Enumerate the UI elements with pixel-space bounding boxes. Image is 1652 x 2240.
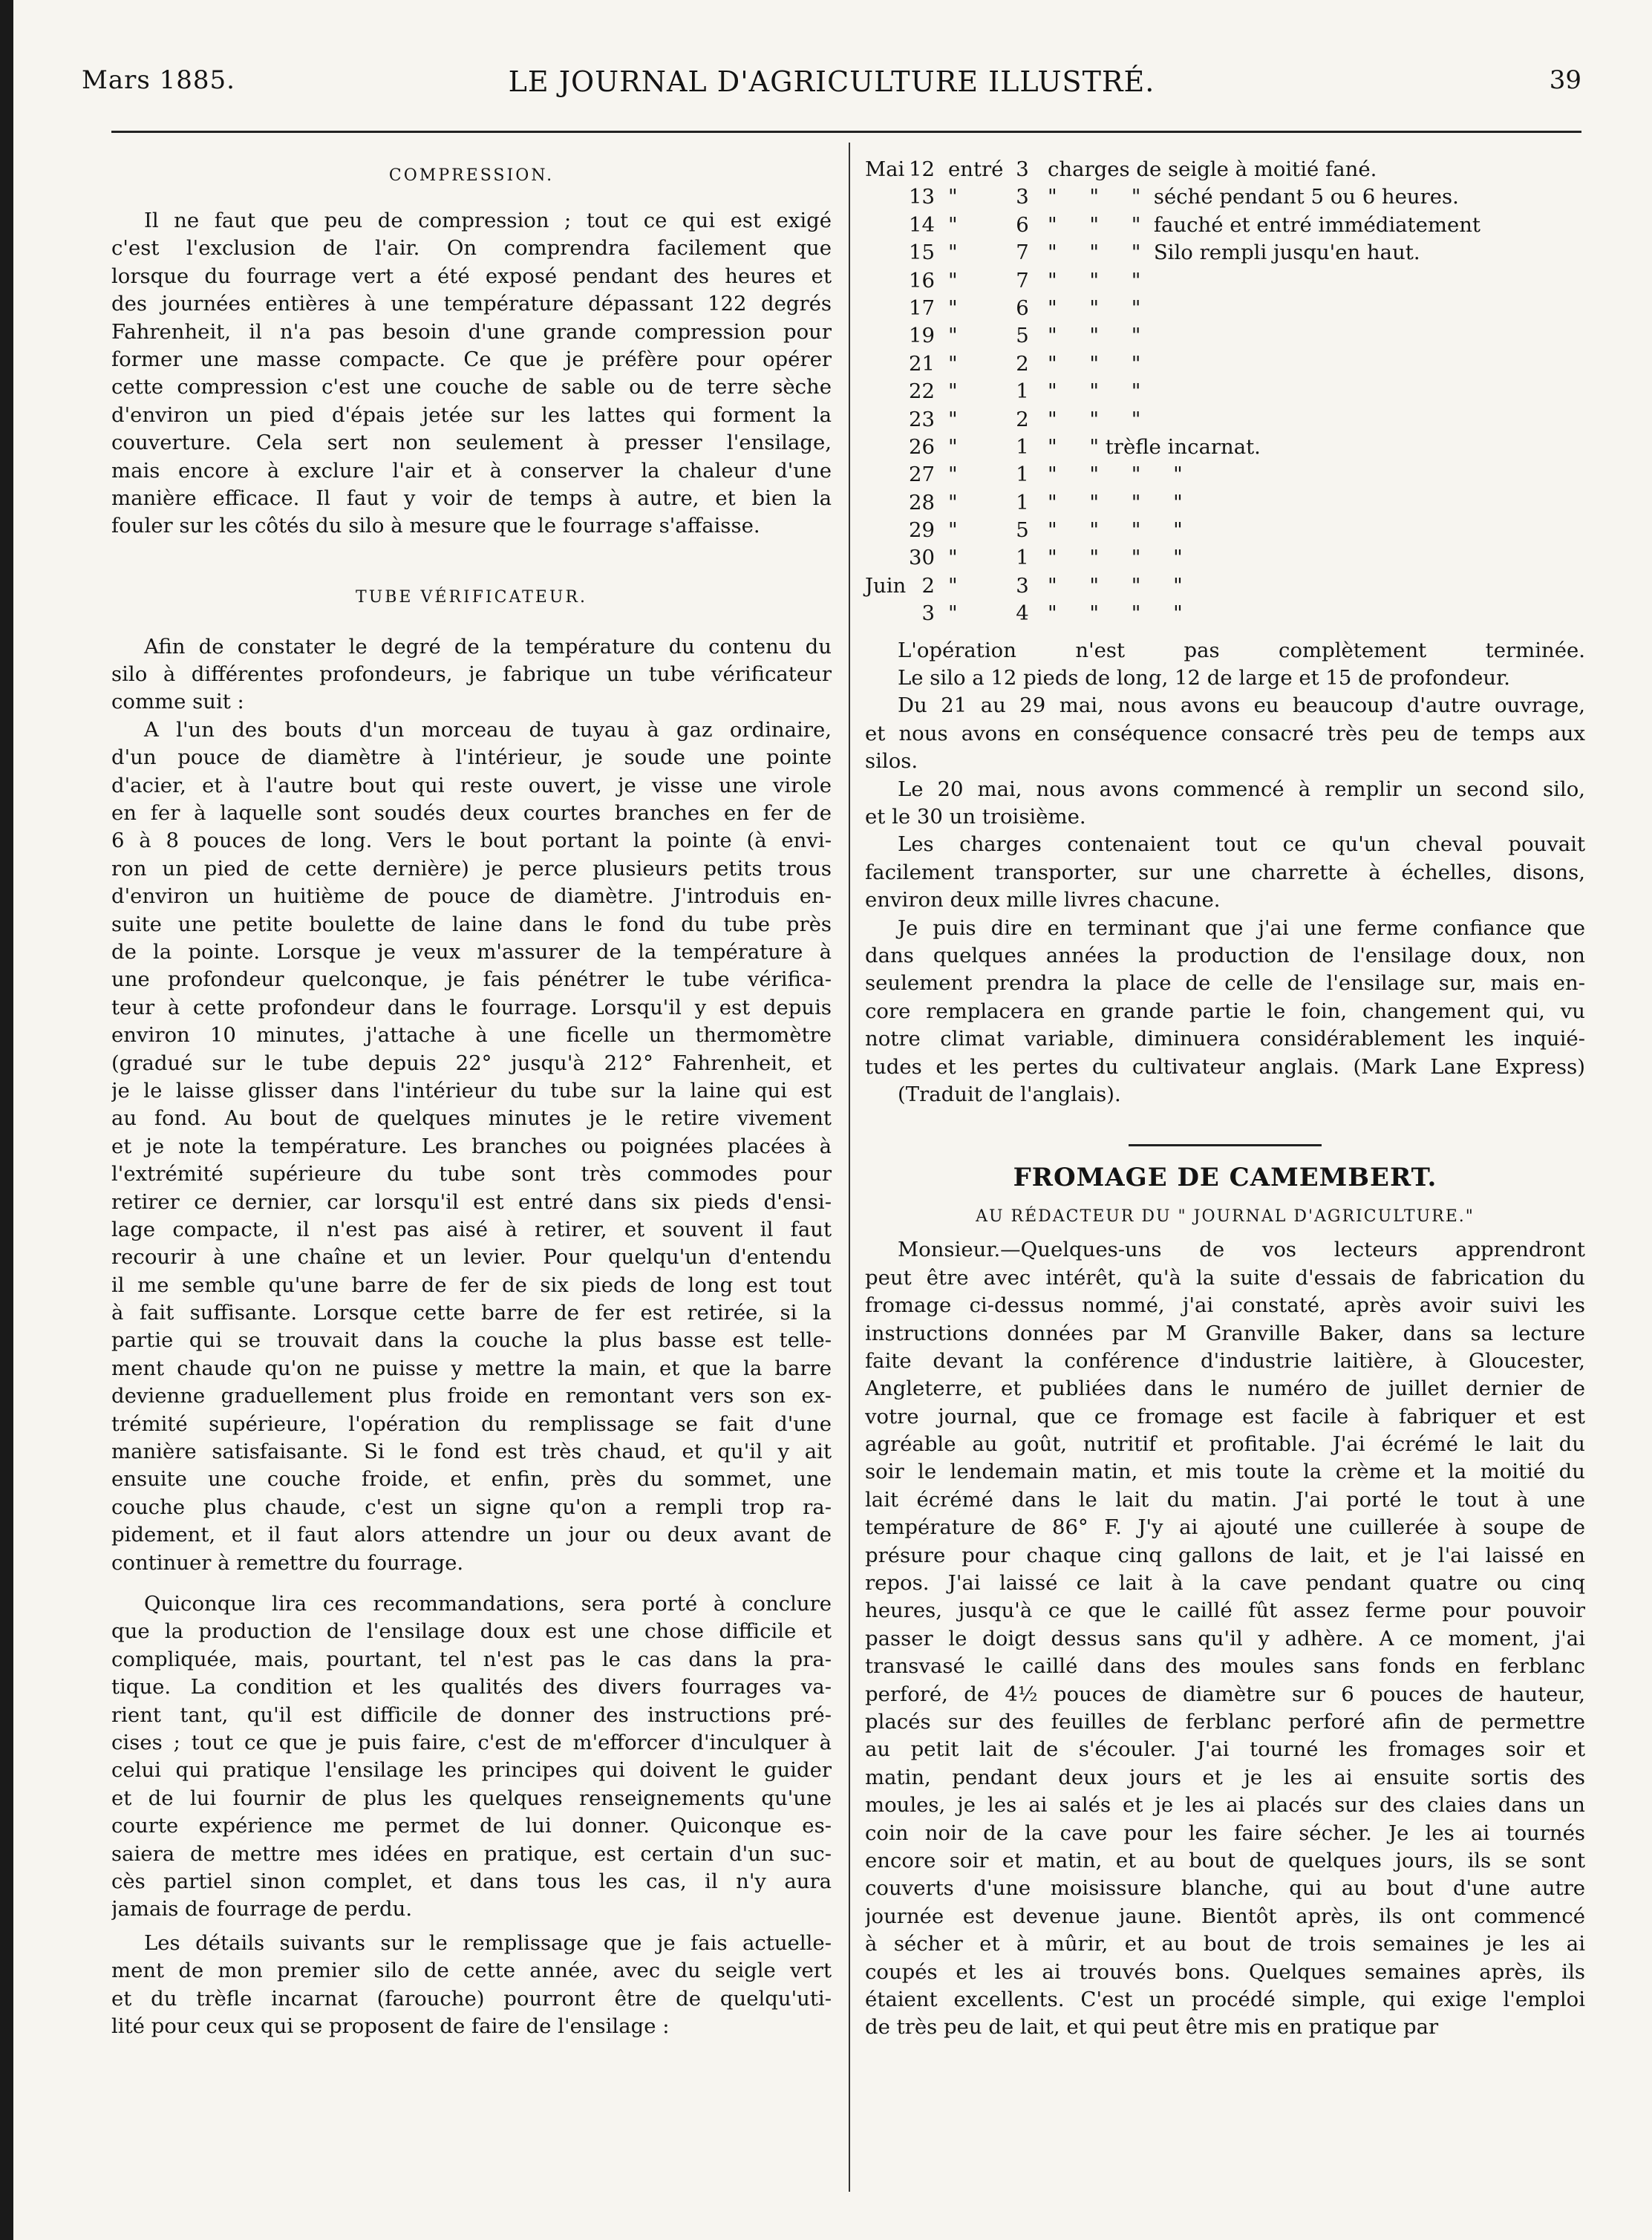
text-line: matin, pendant deux jours et je les ai ensuite sortis des [865, 1765, 1585, 1789]
schedule-row [865, 322, 1585, 350]
text-line: courte expérience me permet de lui donner. Quiconque es- [111, 1814, 832, 1838]
issue-date: Mars 1885. [82, 65, 235, 95]
schedule-description: " " " [1048, 379, 1141, 404]
schedule-charges: 7 [1016, 241, 1029, 265]
compression-heading: COMPRESSION. [388, 166, 555, 185]
schedule-day: 30 [909, 546, 935, 570]
text-line: Le 20 mai, nous avons commencé à remplir un second silo, [898, 777, 1585, 801]
text-line: lait écrémé dans le lait du matin. J'ai porté le tout à une [865, 1487, 1585, 1512]
text-line: d'environ un pied d'épais jetée sur les lattes qui forment la [111, 402, 832, 427]
text-line: des journées entières à une température dépassant 122 degrés [111, 292, 832, 316]
text-line: peut être avec intérêt, qu'à la suite d'essais de fabrication du [865, 1265, 1585, 1290]
schedule-entre: " [948, 463, 958, 487]
paragraph-charges [865, 831, 1585, 914]
schedule-charges: 5 [1016, 518, 1029, 543]
text-line: recourir à une chaîne et un levier. Pour quelqu'un d'entendu [111, 1245, 832, 1270]
text-line: à sécher et à mûrir, et au bout de trois semaines je les ai [865, 1932, 1585, 1956]
schedule-entre: " [948, 268, 958, 293]
schedule-day: 3 [921, 601, 935, 626]
column-divider [849, 143, 850, 2192]
text-line: (Traduit de l'anglais). [898, 1082, 1121, 1106]
text-line: présure pour chaque cinq gallons de lait, et je l'ai laissé en [865, 1543, 1585, 1567]
schedule-entre: entré [948, 157, 1004, 181]
schedule-row [865, 572, 1585, 600]
schedule-day: 14 [909, 212, 935, 237]
tube-paragraph-3 [111, 1590, 832, 1924]
schedule-notes [865, 637, 1585, 693]
schedule-row [865, 434, 1585, 461]
text-line: transvasé le caillé dans des moules sans fonds en ferblanc [865, 1654, 1585, 1679]
schedule-day: 17 [909, 295, 935, 320]
schedule-description: " " " séché pendant 5 ou 6 heures. [1048, 185, 1459, 209]
paragraph-work [865, 692, 1585, 775]
right-column [865, 143, 1585, 2042]
schedule-description: " " " " [1048, 546, 1183, 570]
schedule-row [865, 212, 1585, 239]
text-line: teur à cette profondeur dans le fourrage. Lorsqu'il y est depuis [111, 995, 832, 1019]
schedule-description: charges de seigle à moitié fané. [1048, 157, 1377, 181]
schedule-day: 22 [909, 379, 935, 404]
text-line: Monsieur.—Quelques-uns de vos lecteurs apprendront [898, 1238, 1585, 1262]
text-line: Le silo a 12 pieds de long, 12 de large et 15 de profondeur. [898, 666, 1510, 690]
text-line: lage compacte, il n'est pas aisé à retirer, et souvent il faut [111, 1217, 832, 1241]
schedule-entre: " [948, 212, 958, 237]
tube-paragraph-4 [111, 1930, 832, 2041]
filling-schedule [865, 156, 1585, 628]
text-line: en fer à laquelle sont soudés deux courtes branches en fer de [111, 801, 832, 826]
schedule-day: 21 [909, 351, 935, 376]
text-line: placés sur des feuilles de ferblanc perforé afin de permettre [865, 1710, 1585, 1734]
schedule-day: 28 [909, 490, 935, 515]
text-line: à fait suffisante. Lorsque cette barre de fer est retirée, si la [111, 1301, 832, 1325]
text-line: l'extrémité supérieure du tube sont très commodes pour [111, 1162, 832, 1186]
paragraph-conclusion [865, 915, 1585, 1109]
text-line: de très peu de lait, et qui peut être mis en pratique par [865, 2015, 1439, 2040]
schedule-row [865, 156, 1585, 183]
schedule-description: " " " [1048, 407, 1141, 431]
text-line: d'acier, et à l'autre bout qui reste ouvert, je visse une virole [111, 773, 832, 797]
schedule-row [865, 461, 1585, 489]
text-line: Il ne faut que peu de compression ; tout ce qui est exigé [144, 209, 832, 232]
schedule-row [865, 406, 1585, 434]
schedule-charges: 2 [1016, 351, 1029, 376]
text-line: Les charges contenaient tout ce qu'un cheval pouvait [898, 832, 1585, 857]
text-line: ron un pied de cette dernière) je perce plusieurs petits trous [111, 856, 832, 881]
text-line: repos. J'ai laissé ce lait à la cave pendant quatre ou cinq [865, 1571, 1585, 1596]
schedule-description: " " " " [1048, 463, 1183, 487]
fromage-letter [865, 1236, 1585, 2041]
schedule-month: Mai [865, 157, 905, 181]
text-line: devienne graduellement plus froide en remontant vers son ex- [111, 1384, 832, 1408]
text-line: trémité supérieure, l'opération du remplissage se fait d'une [111, 1411, 832, 1436]
schedule-entre: " [948, 434, 958, 459]
schedule-charges: 1 [1016, 546, 1029, 570]
text-line: ensuite une couche froide, et enfin, près du sommet, une [111, 1467, 832, 1492]
text-line: partie qui se trouvait dans la couche la plus basse est telle- [111, 1328, 832, 1353]
text-line: A l'un des bouts d'un morceau de tuyau à gaz ordinaire, [144, 717, 832, 742]
schedule-entre: " [948, 241, 958, 265]
text-line: (gradué sur le tube depuis 22° jusqu'à 212° Fahrenheit, et [111, 1051, 832, 1075]
text-line: de la pointe. Lorsque je veux m'assurer de la température à [111, 940, 832, 964]
text-line: suite une petite boulette de laine dans le fond du tube près [111, 912, 832, 936]
text-line: silos. [865, 749, 918, 774]
text-line: instructions données par M Granville Baker, dans sa lecture [865, 1321, 1585, 1345]
text-line: d'environ un huitième de pouce de diamètre. J'introduis en- [111, 884, 832, 909]
text-line: Du 21 au 29 mai, nous avons eu beaucoup d'autre ouvrage, [898, 693, 1585, 718]
text-line: couverts d'une moisissure blanche, qui au bout d'une autre [865, 1876, 1585, 1901]
text-line: il me semble qu'une barre de fer de six pieds de long est tout [111, 1273, 832, 1297]
schedule-description: " " trèfle incarnat. [1048, 434, 1261, 459]
text-line: saiera de mettre mes idées en pratique, est certain d'un suc- [111, 1841, 832, 1866]
text-line: et je note la température. Les branches ou poignées placées à [111, 1134, 832, 1158]
text-line: seulement prendra la place de celle de l'ensilage sur, mais en- [865, 971, 1585, 996]
text-line: 6 à 8 pouces de long. Vers le bout portant la pointe (à envi- [111, 829, 832, 853]
text-line: encore soir et matin, et au bout de quelques jours, ils se sont [865, 1848, 1585, 1872]
text-line: c'est l'exclusion de l'air. On comprendra facilement que [111, 236, 832, 261]
text-line: au fond. Au bout de quelques minutes je le retire vivement [111, 1106, 832, 1131]
text-line: que la production de l'ensilage doux est une chose difficile et [111, 1619, 832, 1644]
text-line: une profondeur quelconque, je fais pénétrer le tube vérifica- [111, 967, 832, 992]
schedule-charges: 5 [1016, 324, 1029, 348]
text-line: compliquée, mais, pourtant, tel n'est pas le cas dans la pra- [111, 1647, 832, 1671]
text-line: journée est devenue jaune. Bientôt après, ils ont commencé [865, 1904, 1585, 1928]
tube-paragraph-1 [111, 633, 832, 716]
schedule-charges: 3 [1016, 157, 1029, 181]
text-line: et du trèfle incarnat (farouche) pourront être de quelqu'uti- [111, 1986, 832, 2011]
header-rule [111, 131, 1581, 133]
schedule-entre: " [948, 379, 958, 404]
text-line: former une masse compacte. Ce que je préfère pour opérer [111, 347, 832, 371]
text-line: manière efficace. Il faut y voir de temps à autre, et bien la [111, 486, 832, 510]
schedule-entre: " [948, 490, 958, 515]
schedule-charges: 2 [1016, 407, 1029, 431]
schedule-row [865, 350, 1585, 378]
schedule-description: " " " [1048, 324, 1141, 348]
text-line: moules, je les ai salés et je les ai placés sur des claies dans un [865, 1793, 1585, 1818]
text-line: mais encore à exclure l'air et à conserver la chaleur d'une [111, 458, 832, 483]
schedule-day: 29 [909, 518, 935, 543]
text-line: lorsque du fourrage vert a été exposé pendant des heures et [111, 264, 832, 288]
schedule-entre: " [948, 407, 958, 431]
text-line: cises ; tout ce que je puis faire, c'est de m'efforcer d'inculquer à [111, 1730, 832, 1754]
schedule-entre: " [948, 295, 958, 320]
schedule-day: 26 [909, 434, 935, 459]
text-line: pidement, et il faut alors attendre un jour ou deux avant de [111, 1523, 832, 1547]
schedule-day: 15 [909, 241, 935, 265]
text-line: au petit lait de s'écouler. J'ai tourné les fromages soir et [865, 1737, 1585, 1762]
text-line: et de lui fournir de plus les quelques renseignements qu'une [111, 1786, 832, 1810]
schedule-description: " " " fauché et entré immédiatement [1048, 212, 1480, 237]
text-line: celui qui pratique l'ensilage les principes qui doivent le guider [111, 1758, 832, 1783]
text-line: faite devant la conférence d'industrie laitière, à Gloucester, [865, 1348, 1585, 1373]
text-line: Les détails suivants sur le remplissage que je fais actuelle- [144, 1930, 832, 1955]
text-line: Afin de constater le degré de la température du contenu du [144, 634, 832, 659]
schedule-day: 19 [909, 324, 935, 348]
running-header [82, 65, 1581, 101]
text-line: couche plus chaude, c'est un signe qu'on a rempli trop ra- [111, 1495, 832, 1519]
schedule-day: 16 [909, 268, 935, 293]
schedule-description: " " " Silo rempli jusqu'en haut. [1048, 241, 1420, 265]
text-line: et nous avons en conséquence consacré très peu de temps aux [865, 721, 1585, 745]
schedule-description: " " " [1048, 295, 1141, 320]
text-line: cès partiel sinon complet, et dans tous les cas, il n'y aura [111, 1869, 832, 1893]
text-line: continuer à remettre du fourrage. [111, 1550, 464, 1575]
text-line: core remplacera en grande partie le foin, changement qui, vu [865, 999, 1585, 1023]
text-line: manière satisfaisante. Si le fond est très chaud, et qu'il y ait [111, 1440, 832, 1464]
paragraph-second-silo [865, 776, 1585, 832]
text-line: Fahrenheit, il n'a pas besoin d'une grande compression pour [111, 319, 832, 344]
text-line: cette compression c'est une couche de sable ou de terre sèche [111, 375, 832, 399]
text-line: je le laisse glisser dans l'intérieur du tube sur la laine qui est [111, 1078, 832, 1103]
binding-edge [0, 0, 13, 2240]
tube-heading: TUBE VÉRIFICATEUR. [356, 587, 587, 607]
page-number: 39 [1549, 65, 1581, 95]
schedule-entre: " [948, 518, 958, 543]
text-line: coin noir de la cave pour les faire sécher. Je les ai tournés [865, 1821, 1585, 1845]
schedule-entre: " [948, 601, 958, 626]
schedule-row [865, 517, 1585, 544]
schedule-row [865, 544, 1585, 572]
schedule-day: 23 [909, 407, 935, 431]
text-line: environ deux mille livres chacune. [865, 888, 1221, 912]
fromage-heading: FROMAGE DE CAMEMBERT. [1013, 1163, 1437, 1193]
schedule-entre: " [948, 185, 958, 209]
schedule-charges: 1 [1016, 463, 1029, 487]
text-line: ment de mon premier silo de cette année, avec du seigle vert [111, 1959, 832, 1983]
text-line: notre climat variable, diminuera considérablement les inquié- [865, 1027, 1585, 1051]
text-line: perforé, de 4½ pouces de diamètre sur 6 pouces de hauteur, [865, 1682, 1585, 1706]
journal-title: LE JOURNAL D'AGRICULTURE ILLUSTRÉ. [508, 65, 1155, 98]
schedule-day: 2 [921, 573, 935, 598]
schedule-description: " " " " [1048, 518, 1183, 543]
schedule-entre: " [948, 324, 958, 348]
schedule-row [865, 378, 1585, 405]
text-line: Quiconque lira ces recommandations, sera porté à conclure [144, 1592, 832, 1616]
text-line: rient tant, qu'il est difficile de donner des instructions pré- [111, 1702, 832, 1727]
text-line: L'opération n'est pas complètement terminée. [898, 638, 1585, 662]
text-line: coupés et les ai trouvés bons. Quelques semaines après, ils [865, 1959, 1585, 1984]
text-line: soir le lendemain matin, et mis toute la crème et la moitié du [865, 1460, 1585, 1484]
text-line: d'un pouce de diamètre à l'intérieur, je soude une pointe [111, 745, 832, 770]
text-line: température de 86° F. J'y ai ajouté une cuillerée à soupe de [865, 1515, 1585, 1540]
schedule-description: " " " " [1048, 573, 1183, 598]
schedule-entre: " [948, 351, 958, 376]
text-line: et le 30 un troisième. [865, 805, 1086, 829]
text-line: lité pour ceux qui se proposent de faire de l'ensilage : [111, 2014, 670, 2038]
text-line: couverture. Cela sert non seulement à presser l'ensilage, [111, 431, 832, 455]
schedule-month: Juin [865, 573, 907, 598]
schedule-charges: 1 [1016, 490, 1029, 515]
schedule-entre: " [948, 546, 958, 570]
schedule-row [865, 239, 1585, 267]
schedule-charges: 3 [1016, 573, 1029, 598]
text-line: silo à différentes profondeurs, je fabrique un tube vérificateur [111, 662, 832, 687]
schedule-charges: 6 [1016, 212, 1029, 237]
text-line: tique. La condition et les qualités des divers fourrages va- [111, 1675, 832, 1699]
text-line: comme suit : [111, 690, 244, 714]
schedule-charges: 1 [1016, 434, 1029, 459]
schedule-day: 27 [909, 463, 935, 487]
schedule-charges: 3 [1016, 185, 1029, 209]
schedule-row [865, 600, 1585, 627]
schedule-charges: 6 [1016, 295, 1029, 320]
text-line: agréable au goût, nutritif et profitable. J'ai écrémé le lait du [865, 1432, 1585, 1457]
text-line: votre journal, que ce fromage est facile à fabriquer et est [865, 1404, 1585, 1428]
text-line: jamais de fourrage de perdu. [111, 1897, 413, 1921]
schedule-row [865, 489, 1585, 517]
schedule-charges: 4 [1016, 601, 1029, 626]
schedule-row [865, 267, 1585, 295]
fromage-subheading: AU RÉDACTEUR DU " JOURNAL D'AGRICULTURE." [976, 1207, 1475, 1227]
text-line: retirer ce dernier, car lorsqu'il est entré dans six pieds d'ensi- [111, 1189, 832, 1214]
text-line: ment chaude qu'on ne puisse y mettre la main, et que la barre [111, 1356, 832, 1380]
schedule-charges: 7 [1016, 268, 1029, 293]
left-column [111, 143, 832, 2040]
text-line: étaient excellents. C'est un procédé simple, qui exige l'emploi [865, 1987, 1585, 2011]
schedule-row [865, 295, 1585, 322]
schedule-day: 12 [909, 157, 935, 181]
tube-paragraph-2 [111, 716, 832, 1577]
schedule-day: 13 [909, 185, 935, 209]
text-line: tudes et les pertes du cultivateur anglais. (Mark Lane Express) [865, 1054, 1585, 1079]
text-line: Angleterre, et publiées dans le numéro de juillet dernier de [865, 1377, 1585, 1401]
text-line: fromage ci-dessus nommé, j'ai constaté, après avoir suivi les [865, 1293, 1585, 1318]
schedule-description: " " " [1048, 351, 1141, 376]
schedule-description: " " " " [1048, 490, 1183, 515]
text-line: passer le doigt dessus sans qu'il y adhère. A ce moment, j'ai [865, 1626, 1585, 1650]
compression-paragraph [111, 207, 832, 541]
text-line: heures, jusqu'à ce que le caillé fût assez ferme pour pouvoir [865, 1599, 1585, 1623]
text-line: fouler sur les côtés du silo à mesure que le fourrage s'affaisse. [111, 514, 760, 538]
text-line: environ 10 minutes, j'attache à une ficelle un thermomètre [111, 1023, 832, 1048]
text-line: dans quelques années la production de l'ensilage doux, non [865, 944, 1585, 967]
text-line: Je puis dire en terminant que j'ai une ferme confiance que [898, 915, 1585, 940]
schedule-charges: 1 [1016, 379, 1029, 404]
schedule-entre: " [948, 573, 958, 598]
text-line: facilement transporter, sur une charrette à échelles, disons, [865, 860, 1585, 884]
schedule-row [865, 183, 1585, 211]
schedule-description: " " " " [1048, 601, 1183, 626]
schedule-description: " " " [1048, 268, 1141, 293]
